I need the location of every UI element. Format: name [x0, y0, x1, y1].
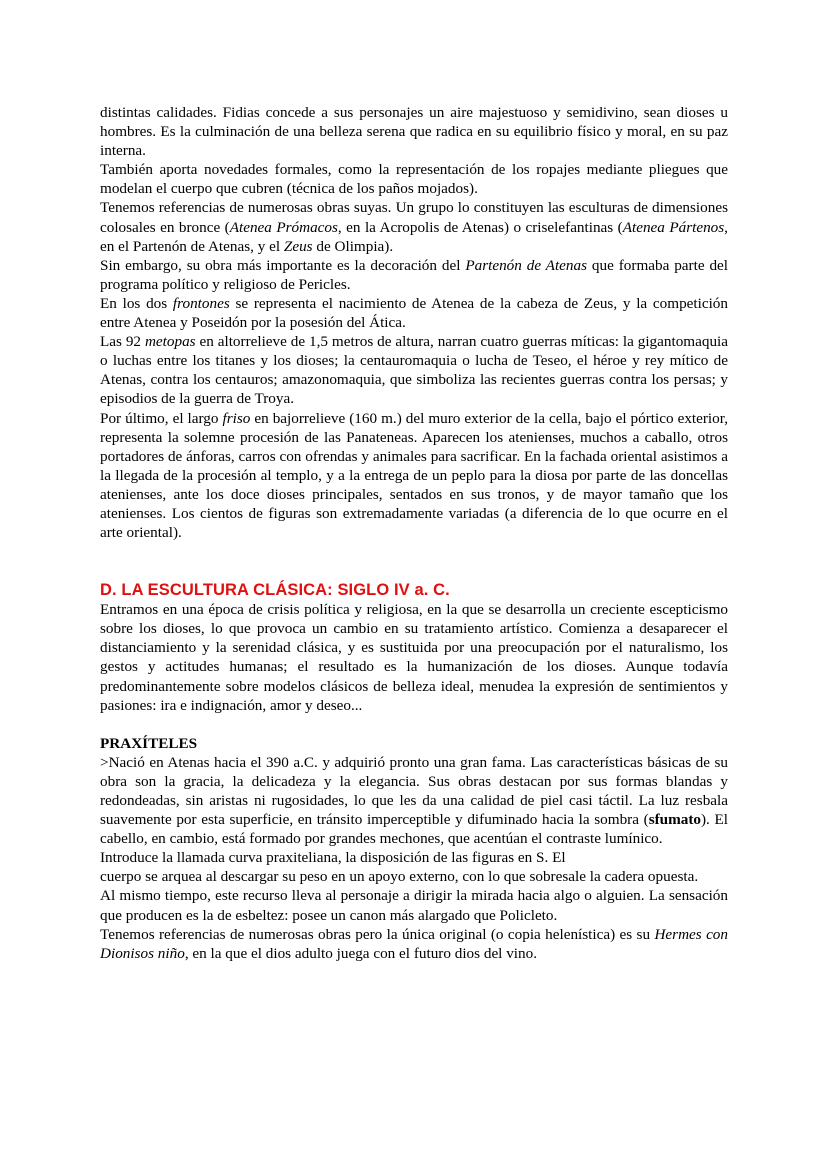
- body-section-c: [100, 753, 728, 963]
- body-paragraph: [100, 198, 728, 255]
- text-run: En los dos: [100, 294, 173, 312]
- text-run: que formaba parte del programa político y religioso de Pericles.: [100, 256, 729, 293]
- text-run: Tenemos referencias de numerosas obras suyas. Un grupo lo constituyen las esculturas de dimensiones colosales en bronce (: [100, 199, 728, 236]
- body-paragraph: [100, 294, 728, 332]
- text-run: se representa el nacimiento de Atenea de la cabeza de Zeus, y la competición entre Atenea y Poseidón por la posesión del Ática.: [100, 294, 728, 332]
- text-run: distintas calidades. Fidias concede a sus personajes un aire majestuoso y semidivino, sean dioses u hombres. Es la culminación de una belleza serena que radica en su equilibrio físico y moral, en su paz interna.: [100, 104, 728, 160]
- body-paragraph: [100, 409, 728, 543]
- text-run: , en la Acropolis de Atenas) o criselefantinas (: [337, 218, 623, 236]
- body-paragraph: [100, 103, 728, 160]
- text-run: , en el Partenón de Atenas, y el: [100, 218, 728, 255]
- text-run: Entramos en una época de crisis política y religiosa, en la que se desarrolla un creciente escepticismo sobre los dioses, lo que provoca un cambio en su tratamiento artístico. Comienza a desaparecer el distanciamiento y la serenidad clásica, y es sustituida por una preocupación por el naturalismo, los gestos y actitudes humanas; el resultado es la humanización de los dioses. Aunque todavía predominantemente sobre modelos clásicos de belleza ideal, menudea la expresión de sentimientos y pasiones: ira e indignación, amor y deseo...: [100, 601, 728, 714]
- text-run: en bajorrelieve (160 m.) del muro exterior de la cella, bajo el pórtico exterior, representa la solemne procesión de las Panateneas. Aparecen los atenienses, muchos a caballo, otros portadores de ánforas, carros con ofrendas y animales para sacrificar. En la fachada oriental asistimos a la llegada de la procesión al templo, y a la entrega de un peplo para la diosa por parte de las doncellas atenienses, ante los doce dioses principales, sentados en sus tronos, y de mayor tamaño que los atenienses. Los cientos de figuras son extremadamente variadas (a diferencia de lo que ocurre en el arte oriental).: [100, 409, 728, 542]
- text-run: Tenemos referencias de numerosas obras pero la única original (o copia helenística) es su: [100, 925, 655, 943]
- document-page: [100, 103, 728, 963]
- section-heading: D. LA ESCULTURA CLÁSICA: SIGLO IV a. C.: [100, 581, 450, 600]
- body-paragraph: [100, 867, 728, 886]
- italic-run: Zeus: [283, 237, 313, 255]
- body-paragraph: [100, 600, 728, 715]
- text-run: de Olimpia).: [312, 237, 394, 255]
- italic-run: frontones: [172, 294, 230, 312]
- text-run: Al mismo tiempo, este recurso lleva al personaje a dirigir la mirada hacia algo o alguien. La sensación que producen es la de esbeltez: posee un canon más alargado que Policleto.: [100, 887, 728, 924]
- text-run: También aporta novedades formales, como la representación de los ropajes mediante pliegues que modelan el cuerpo que cubren (técnica de los paños mojados).: [100, 161, 728, 198]
- text-run: Introduce la llamada curva praxiteliana, la disposición de las figuras en S. El: [100, 849, 566, 867]
- italic-run: Hermes con Dionisos niño: [100, 925, 728, 962]
- italic-run: Atenea Pártenos: [622, 218, 725, 236]
- italic-run: Partenón de Atenas: [465, 256, 588, 274]
- text-run: cuerpo se arquea al descargar su peso en un apoyo externo, con lo que sobresale la cadera opuesta.: [100, 868, 699, 886]
- body-section-a: [100, 103, 728, 542]
- text-run: >Nació en Atenas hacia el 390 a.C. y adquirió pronto una gran fama. Las características básicas de su obra son la gracia, la delicadeza y la elegancia. Sus obras destacan por sus formas blandas y redondeadas, sin aristas ni rugosidades, lo que les da una calidad de piel casi táctil. La luz resbala suavemente por esta superficie, en tránsito imperceptible y difuminado hacia la sombra (: [100, 753, 728, 829]
- body-paragraph: [100, 256, 728, 294]
- body-section-b: [100, 600, 728, 715]
- text-run: ). El cabello, en cambio, está formado por grandes mechones, que acentúan el contraste lumínico.: [100, 811, 728, 848]
- body-paragraph: [100, 925, 728, 963]
- body-paragraph: [100, 886, 728, 924]
- text-run: , en la que el dios adulto juega con el futuro dios del vino.: [184, 944, 537, 962]
- praxiteles-heading: PRAXÍTELES: [100, 734, 198, 752]
- italic-run: friso: [222, 409, 251, 427]
- italic-run: Atenea Prómacos: [229, 218, 338, 236]
- body-paragraph: [100, 848, 728, 867]
- text-run: en altorrelieve de 1,5 metros de altura, narran cuatro guerras míticas: la gigantomaquia o luchas entre los titanes y los dioses; la centauromaquia o lucha de Teseo, el héroe y rey mítico de Atenas, contra los centauros; amazonomaquia, que simboliza las recientes guerras contra los persas; y episodios de la guerra de Troya.: [100, 333, 728, 408]
- text-run: Sin embargo, su obra más importante es la decoración del: [100, 256, 466, 274]
- body-paragraph: [100, 332, 728, 408]
- body-paragraph: [100, 160, 728, 198]
- bold-run: sfumato: [648, 811, 701, 829]
- italic-run: metopas: [144, 333, 196, 351]
- text-run: Las 92: [100, 333, 145, 351]
- text-run: Por último, el largo: [100, 409, 223, 427]
- body-paragraph: [100, 753, 728, 848]
